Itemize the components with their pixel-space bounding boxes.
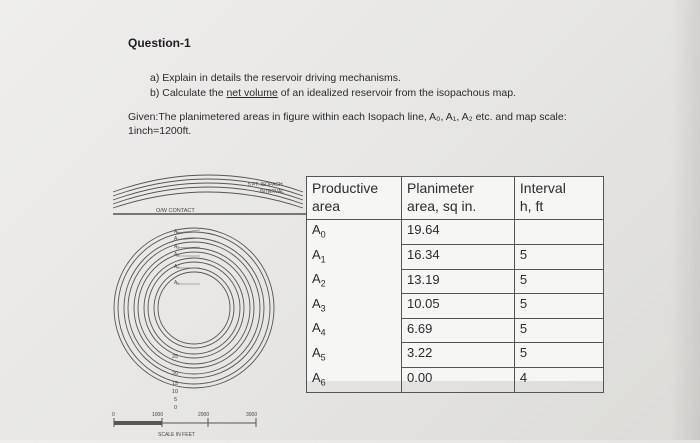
row-area: 3.22 xyxy=(402,343,515,368)
depth-label-0: 0 xyxy=(174,405,178,411)
row-label xyxy=(307,220,402,245)
row-area: 6.69 xyxy=(402,318,515,343)
given-statement: Given:The planimetered areas in figure within each Isopach line, A₀, A₁, A₂ etc. and map scale: 1inch=1200ft. xyxy=(128,111,567,137)
row-label-sub: 6 xyxy=(320,377,326,388)
ring-label-a3: A₃ xyxy=(174,252,180,258)
row-label xyxy=(307,245,402,270)
depth-label-25: 25 xyxy=(172,354,179,360)
planimeter-table xyxy=(306,176,604,388)
row-area: 10.05 xyxy=(402,294,515,319)
row-label-letter: A xyxy=(312,295,321,311)
row-interval xyxy=(514,220,603,245)
table-row xyxy=(307,318,604,343)
contact-label: O/W CONTACT xyxy=(156,208,195,214)
ring-label-a0: A₀ xyxy=(174,229,180,235)
scale-tick-0: 0 xyxy=(112,412,115,418)
row-label-letter: A xyxy=(312,222,321,237)
page-shadow xyxy=(670,0,700,440)
header-planimeter-area xyxy=(402,177,515,220)
row-label xyxy=(307,294,402,319)
row-area: 19.64 xyxy=(402,220,515,245)
row-label-sub: 1 xyxy=(320,254,326,265)
ring-label-a4: A₄ xyxy=(174,264,180,270)
header-interval-line1: Interval xyxy=(519,180,566,196)
row-label xyxy=(307,269,402,294)
row-interval: 4 xyxy=(514,368,603,393)
ring-label-a5: A₅ xyxy=(174,280,180,286)
row-area: 13.19 xyxy=(402,269,515,294)
row-label-letter: A xyxy=(312,344,321,360)
row-label-letter: A xyxy=(312,246,321,262)
table-row xyxy=(307,245,604,270)
header-productive-area xyxy=(307,177,402,220)
question-title: Question-1 xyxy=(128,36,191,50)
table-row xyxy=(307,294,604,319)
row-interval: 5 xyxy=(514,294,603,319)
isopach-label-2: INTERVAL xyxy=(260,189,284,195)
row-label-sub: 5 xyxy=(320,352,326,363)
header-interval xyxy=(514,177,603,220)
depth-label-15: 15 xyxy=(172,381,179,387)
row-label xyxy=(307,343,402,368)
row-label-sub: 2 xyxy=(320,278,326,289)
header-planimeter-line1: Planimeter xyxy=(407,180,474,196)
scale-caption: SCALE IN FEET xyxy=(158,432,195,438)
scale-tick-2000: 2000 xyxy=(198,412,210,418)
scale-tick-1000: 1000 xyxy=(152,412,164,418)
row-interval: 5 xyxy=(514,269,603,294)
isopach-map xyxy=(108,178,308,438)
header-planimeter-line2: area, sq in. xyxy=(407,198,477,214)
header-productive-line1: Productive xyxy=(312,180,379,196)
row-label-letter: A xyxy=(312,271,321,287)
header-productive-line2: area xyxy=(312,198,341,214)
row-area: 0.00 xyxy=(402,368,515,393)
table-row xyxy=(307,343,604,368)
row-label-letter: A xyxy=(312,320,321,336)
part-b-underlined: net volume xyxy=(226,87,278,99)
row-label xyxy=(307,318,402,343)
depth-label-5: 5 xyxy=(174,397,178,403)
ring-label-a2: A₂ xyxy=(174,244,180,250)
table-row xyxy=(307,368,604,393)
depth-label-10: 10 xyxy=(172,389,179,395)
part-b-suffix: of an idealized reservoir from the isopachous map. xyxy=(277,87,516,99)
scale-tick-3000: 3000 xyxy=(246,412,258,418)
depth-label-20: 20 xyxy=(172,371,179,377)
row-label-sub: 0 xyxy=(320,229,326,240)
part-b-prefix: b) Calculate the xyxy=(150,87,227,99)
row-label-sub: 3 xyxy=(320,303,326,314)
row-label xyxy=(307,368,402,393)
table-row xyxy=(307,220,604,245)
table-row xyxy=(307,269,604,294)
question-part-a: a) Explain in details the reservoir driving mechanisms. xyxy=(150,72,401,84)
row-interval: 5 xyxy=(514,245,603,270)
isopach-label-1: 5 FT. ISOPACH xyxy=(248,182,283,188)
row-label-letter: A xyxy=(312,369,321,385)
row-label-sub: 4 xyxy=(320,327,326,338)
row-interval: 5 xyxy=(514,343,603,368)
header-interval-line2: h, ft xyxy=(519,198,544,214)
isopach-map-figure xyxy=(108,178,308,438)
ring-label-a1: A₁ xyxy=(174,236,180,242)
question-part-b xyxy=(150,87,516,99)
row-area: 16.34 xyxy=(402,245,515,270)
row-interval: 5 xyxy=(514,318,603,343)
table-header-row xyxy=(307,177,604,220)
